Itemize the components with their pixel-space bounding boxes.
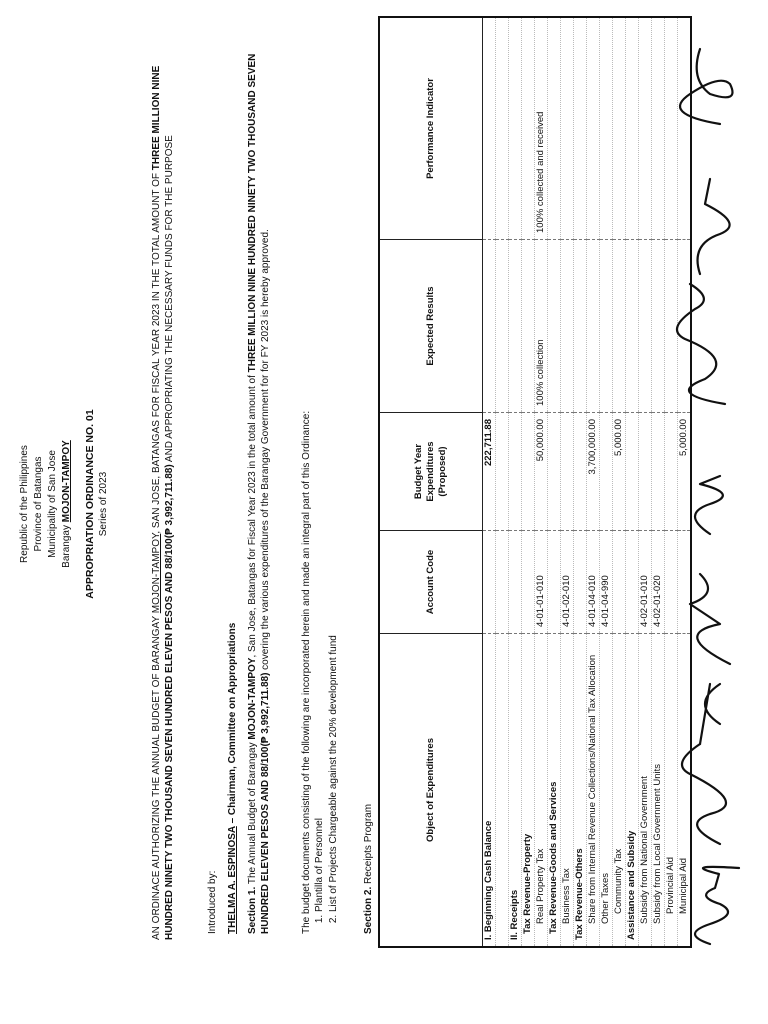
ordinance-title: APPROPRIATION ORDINANCE NO. 01 [84,409,96,599]
cell-budget: 3,700,000.00 [587,413,600,531]
cell-expected-results [509,240,522,413]
cell-account-code [496,531,509,634]
introducer-name: THELMA A. ESPINOSA [227,826,238,934]
table-row [535,17,548,947]
cell-budget: 50,000.00 [535,413,548,531]
preamble-barangay: MOJON-TAMPOY [151,533,162,614]
cell-account-code: 4-01-02-010 [561,531,574,634]
cell-budget [509,413,522,531]
budget-documents-list [313,74,341,934]
cell-expected-results [483,240,496,413]
cell-object: Tax Revenue-Property [522,634,535,948]
cell-performance-indicator [561,17,574,240]
section-2 [362,74,375,934]
table-row [587,17,600,947]
cell-object: Provincial Aid [665,634,678,948]
introduced-by [226,74,239,934]
cell-performance-indicator [626,17,639,240]
cell-object: Share from Internal Revenue Collections/National Tax Allocation [587,634,600,948]
preamble-amount: THREE MILLION NINE HUNDRED NINETY TWO THOUSAND SEVEN HUNDRED ELEVEN PESOS AND 88/100(₱ 3,992,711.88) [151,65,175,940]
table-row [613,17,626,947]
table-row [600,17,613,947]
signature-5 [695,476,723,534]
table-row [483,17,496,947]
section-2-label: Section 2. [363,886,374,934]
section-1 [246,14,272,934]
budget-document-item: 1. Plantilla of Personnel [313,74,327,912]
col-budget: Budget Year Expenditures (Proposed) [379,413,483,531]
cell-budget [561,413,574,531]
introducer-role: – Chairman, Committee on Appropriations [227,622,238,827]
section-1-text-1: The Annual Budget of Barangay [247,739,258,887]
barangay-prefix: Barangay [61,525,72,568]
cell-account-code: 4-02-01-020 [652,531,665,634]
col-performance-indicator: Performance Indicator [379,17,483,240]
cell-account-code [509,531,522,634]
table-row [574,17,587,947]
cell-object [496,634,509,948]
cell-object: II. Receipts [509,634,522,948]
col-object: Object of Expenditures [379,634,483,948]
preamble-text-2: , SAN JOSE, BATANGAS FOR FISCAL YEAR 2023 IN THE TOTAL AMOUNT OF [151,170,162,534]
signatures [650,4,760,964]
section-1-barangay: MOJON-TAMPOY [247,657,258,740]
cell-performance-indicator [613,17,626,240]
section-1-amount: THREE MILLION NINE HUNDRED NINETY TWO THOUSAND SEVEN HUNDRED ELEVEN PESOS AND 88/100(₱ 3,992,711.88) [247,53,271,934]
cell-expected-results: 100% collection [535,240,548,413]
cell-budget [574,413,587,531]
cell-account-code [548,531,561,634]
cell-expected-results [561,240,574,413]
cell-performance-indicator [600,17,613,240]
cell-budget: 222,711.88 [483,413,496,531]
letterhead-country: Republic of the Philippines [19,445,30,563]
signature-3 [700,684,720,744]
cell-expected-results [548,240,561,413]
cell-object: Tax Revenue-Goods and Services [548,634,561,948]
cell-object: Assistance and Subsidy [626,634,639,948]
cell-performance-indicator [483,17,496,240]
letterhead-barangay [60,314,74,694]
cell-object: Tax Revenue-Others [574,634,587,948]
cell-budget [626,413,639,531]
cell-object: Business Tax [561,634,574,948]
table-header-row [379,17,483,947]
cell-expected-results [574,240,587,413]
introduced-by-label: Introduced by: [207,870,218,934]
cell-account-code [613,531,626,634]
cell-account-code: 4-01-04-010 [587,531,600,634]
section-1-label: Section 1. [247,886,258,934]
cell-budget [522,413,535,531]
cell-performance-indicator [522,17,535,240]
cell-performance-indicator [587,17,600,240]
cell-expected-results [587,240,600,413]
cell-object: Subsidy from National Government [639,634,652,948]
cell-account-code [483,531,496,634]
budget-documents [300,74,341,934]
col-account-code: Account Code [379,531,483,634]
letterhead-province: Province of Batangas [33,456,44,552]
table-row [626,17,639,947]
cell-account-code [574,531,587,634]
cell-performance-indicator [496,17,509,240]
cell-object: Subsidy from Local Government Units [652,634,665,948]
cell-budget [496,413,509,531]
cell-account-code: 4-01-04-990 [600,531,613,634]
signature-4 [690,574,730,664]
preamble-text-1: AN ORDINACE AUTHORIZING THE ANNUAL BUDGET OF BARANGAY [151,613,162,940]
cell-object: Other Taxes [600,634,613,948]
cell-expected-results [600,240,613,413]
section-2-text: Receipts Program [363,803,374,887]
cell-expected-results [496,240,509,413]
signature-8 [680,49,733,124]
cell-performance-indicator [509,17,522,240]
cell-account-code: 4-02-01-010 [639,531,652,634]
table-row [496,17,509,947]
cell-performance-indicator [574,17,587,240]
budget-document-item: 2. List of Projects Chargeable against the 20% development fund [327,74,341,912]
cell-budget: 5,000.00 [678,413,692,531]
cell-budget [548,413,561,531]
cell-account-code [626,531,639,634]
table-row [522,17,535,947]
receipts-program-table [378,16,692,948]
cell-object: Real Property Tax [535,634,548,948]
cell-object: Municipal Aid [678,634,692,948]
signature-1 [695,867,739,944]
barangay-name: MOJON-TAMPOY [61,440,72,523]
cell-expected-results [522,240,535,413]
signature-2 [682,744,726,844]
letterhead [18,314,74,694]
ordinance-series: Series of 2023 [98,471,109,537]
section-1-text-3: covering the various expenditures of the Barangay Government for for FY 2023 is hereby approved. [260,229,271,673]
budget-documents-intro: The budget documents consisting of the following are incorporated herein and made an integral part of this Ordinance: [301,410,312,934]
cell-performance-indicator: 100% collected and received [535,17,548,240]
cell-performance-indicator [548,17,561,240]
letterhead-municipality: Municipality of San Jose [47,450,58,558]
cell-account-code: 4-01-01-010 [535,531,548,634]
cell-account-code [522,531,535,634]
cell-object: I. Beginning Cash Balance [483,634,496,948]
preamble-text-3: AND APPROPRIATING THE NECESSARY FUNDS FOR THE PURPOSE [164,135,175,465]
ordinance-preamble [150,20,176,940]
cell-expected-results [626,240,639,413]
table-row [548,17,561,947]
cell-budget: 5,000.00 [613,413,626,531]
cell-budget [600,413,613,531]
table-row [561,17,574,947]
cell-expected-results [613,240,626,413]
col-expected-results: Expected Results [379,240,483,413]
table-row [509,17,522,947]
signature-6 [677,284,725,404]
signature-7 [698,179,730,274]
cell-object: Community Tax [613,634,626,948]
section-1-text-2: , San Jose, Batangas for Fiscal Year 2023 in the total amount of [247,372,258,658]
